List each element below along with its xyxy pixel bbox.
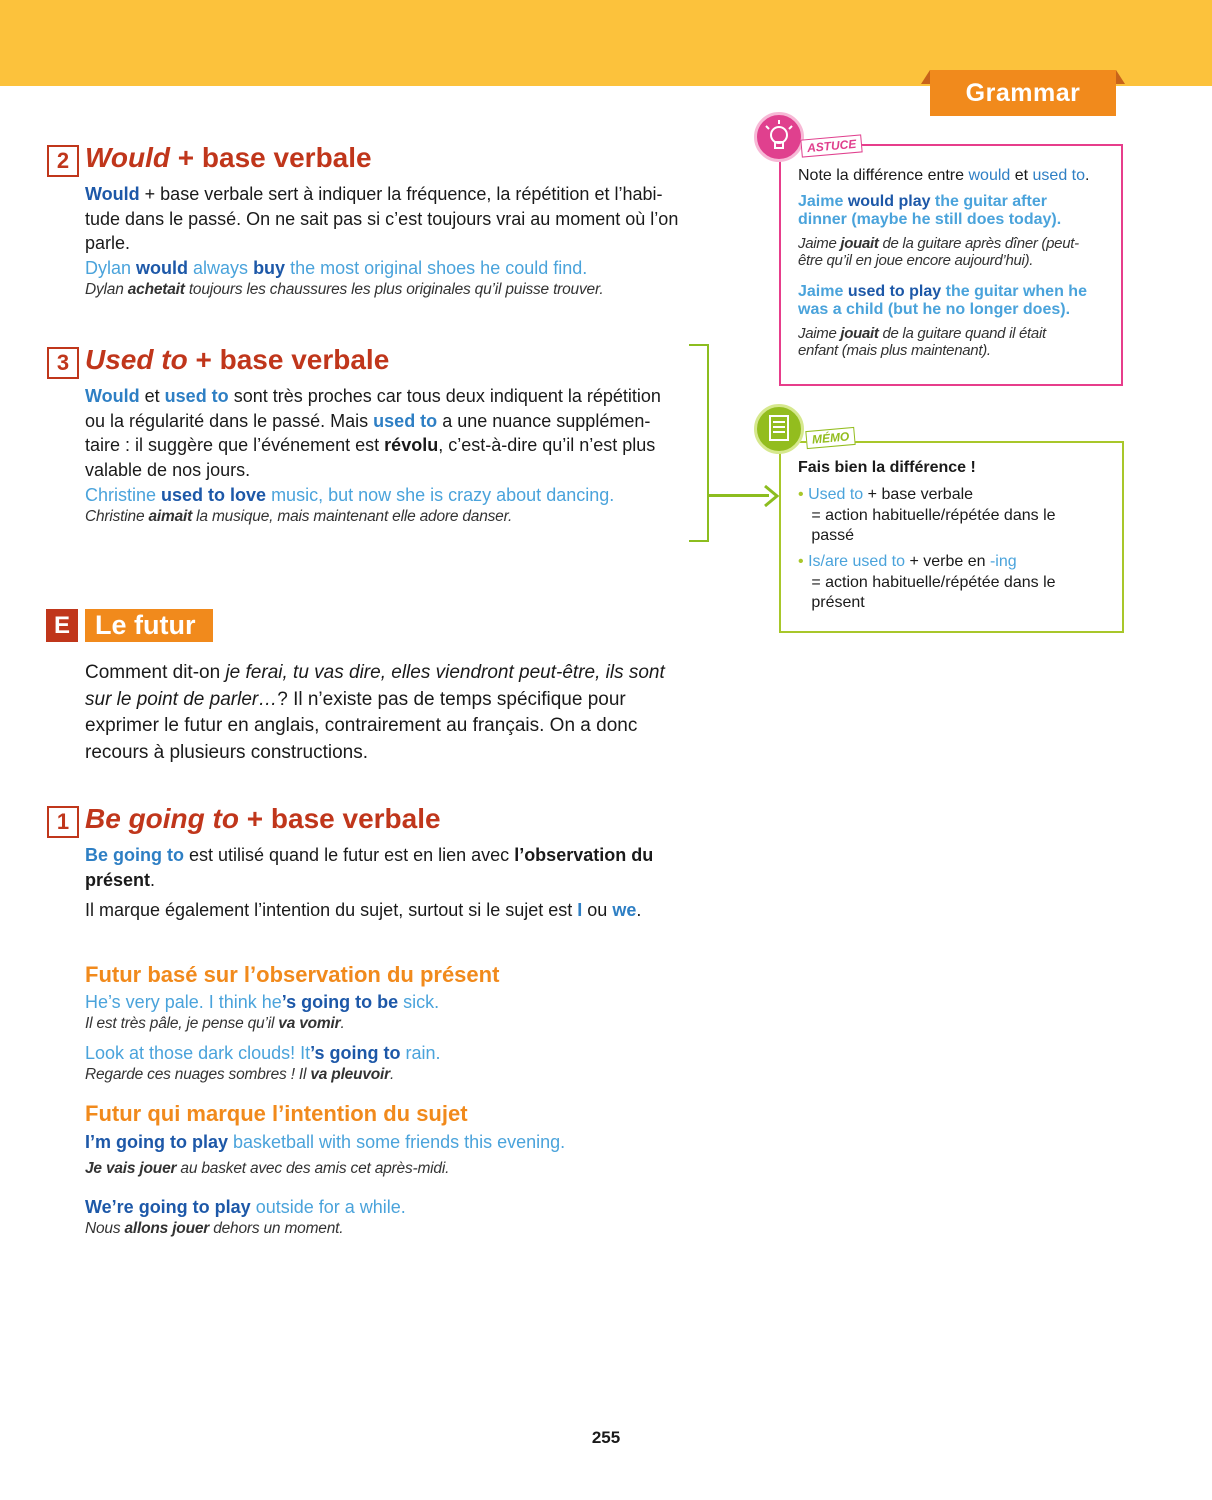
section-1-paragraph-2: Il marque également l’intention du sujet, surtout si le sujet est I ou we.: [85, 900, 642, 920]
memo-tag: MÉMO: [805, 427, 856, 449]
section-2-title: Would + base verbale: [85, 142, 372, 173]
section-3-translation: Christine aimait la musique, mais maintenant elle adore danser.: [85, 508, 513, 525]
section-3-title: Used to + base verbale: [85, 344, 390, 375]
grammar-tab: [930, 70, 1116, 116]
notepad-icon: [754, 404, 804, 454]
translation-pale: Il est très pâle, je pense qu’il va vomir.: [85, 1015, 345, 1032]
section-2-example: Dylan would always buy the most original shoes he could find.: [85, 258, 588, 278]
astuce-translation-2: Jaime jouait de la guitare quand il était enfant (mais plus maintenant).: [798, 325, 1046, 359]
section-1-number: 1: [47, 806, 79, 838]
lightbulb-icon: [754, 112, 804, 162]
section-3-paragraph: Would et used to sont très proches car tous deux indiquent la répétition ou la régularité dans le passé. Mais used to a une nuance supplémen- taire : il suggère que l’événement est révolu, c’est-à-dire qu’il n’est plus valable de nos jours.: [85, 386, 661, 480]
astuce-tag: ASTUCE: [800, 134, 863, 157]
memo-bullet-2: • Is/are used to + verbe en -ing = action habituelle/répétée dans le présent: [798, 553, 1056, 611]
astuce-intro: Note la différence entre would et used to.: [798, 167, 1090, 184]
astuce-example-1: Jaime would play the guitar after dinner (maybe he still does today).: [798, 193, 1062, 228]
example-outside: We’re going to play outside for a while.: [85, 1197, 406, 1217]
section-e-paragraph: Comment dit-on je ferai, tu vas dire, elles viendront peut-être, ils sont sur le point de parler…? Il n’existe pas de temps spécifique pour exprimer le futur en anglais, contrairement au français. On a donc recours à plusieurs constructions.: [85, 662, 665, 763]
section-2-paragraph: Would + base verbale sert à indiquer la fréquence, la répétition et l’habi- tude dans le passé. On ne sait pas si c’est toujours vrai au moment où l’on parle.: [85, 184, 679, 253]
example-basketball: I’m going to play basketball with some friends this evening.: [85, 1132, 566, 1152]
subheading-intention: Futur qui marque l’intention du sujet: [85, 1101, 468, 1126]
section-3-number: 3: [47, 347, 79, 379]
astuce-translation-1: Jaime jouait de la guitare après dîner (peut- être qu’il en joue encore aujourd’hui).: [798, 235, 1079, 269]
example-clouds: Look at those dark clouds! It’s going to rain.: [85, 1043, 441, 1063]
grammar-tab-label: Grammar: [965, 78, 1081, 107]
page-number: 255: [591, 1428, 621, 1447]
section-3-bracket: [689, 344, 709, 542]
section-3-example: Christine used to love music, but now she is crazy about dancing.: [85, 485, 615, 505]
section-2-number: 2: [47, 145, 79, 177]
section-1-paragraph: Be going to est utilisé quand le futur est en lien avec l’observation du présent.: [85, 845, 654, 890]
section-e-letter: E: [46, 609, 78, 642]
astuce-example-2: Jaime used to play the guitar when he was a child (but he no longer does).: [798, 283, 1087, 318]
section-e-title: Le futur: [85, 609, 213, 642]
memo-arrow: [707, 494, 769, 497]
translation-clouds: Regarde ces nuages sombres ! Il va pleuvoir.: [85, 1066, 395, 1083]
section-2-translation: Dylan achetait toujours les chaussures les plus originales qu’il puisse trouver.: [85, 281, 604, 298]
example-pale: He’s very pale. I think he’s going to be sick.: [85, 992, 440, 1012]
translation-basketball: Je vais jouer au basket avec des amis cet après-midi.: [85, 1160, 450, 1177]
translation-outside: Nous allons jouer dehors un moment.: [85, 1220, 344, 1237]
section-1-title: Be going to + base verbale: [85, 803, 441, 834]
memo-title: Fais bien la différence !: [798, 459, 976, 476]
memo-bullet-1: • Used to + base verbale = action habituelle/répétée dans le passé: [798, 486, 1056, 544]
subheading-observation: Futur basé sur l’observation du présent: [85, 962, 500, 987]
